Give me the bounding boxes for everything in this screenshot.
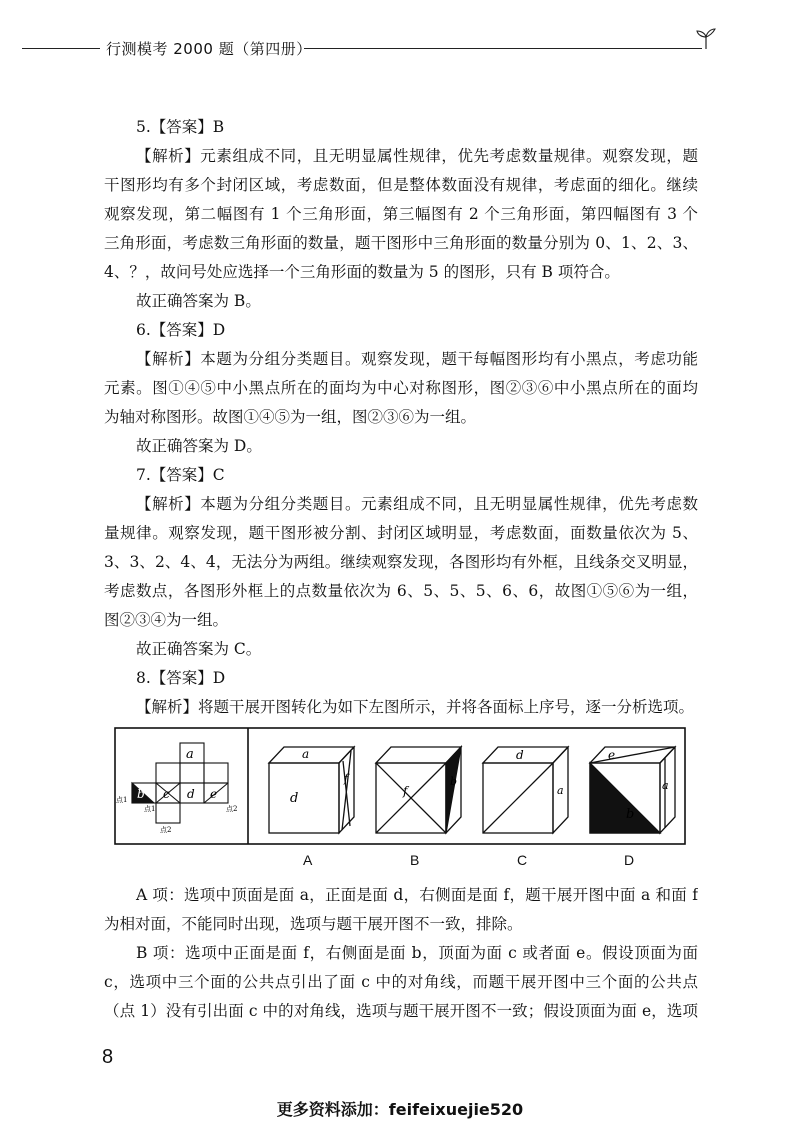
cube-c-face-label: d: [516, 748, 524, 762]
header-rule-left: [22, 48, 100, 49]
net-label-e: e: [210, 787, 218, 801]
paragraph-line: 三角形面，考虑数三角形面的数量，题干图形中三角形面的数量分别为 0、1、2、3、: [104, 234, 698, 252]
net-face-top-mid: [180, 763, 204, 783]
answer-5-heading: 5.【答案】B: [136, 118, 225, 136]
net-point-label: 点1: [144, 805, 156, 813]
answer-7-heading: 7.【答案】C: [136, 466, 225, 484]
conclusion-line: 故正确答案为 B。: [136, 292, 261, 310]
paragraph-line: 【解析】本题为分组分类题目。元素组成不同，且无明显属性规律，优先考虑数: [136, 495, 698, 513]
paragraph-line: 量规律。观察发现，题干图形被分割、封闭区域明显，考虑数面，面数量依次为 5、: [104, 524, 698, 542]
net-point-label: 点1: [116, 796, 128, 804]
running-header: [22, 36, 712, 60]
option-label-c: C: [517, 852, 528, 868]
net-face-bottom: [156, 803, 180, 823]
option-labels: [114, 852, 686, 872]
paragraph-line: 【解析】将题干展开图转化为如下左图所示，并将各面标上序号，逐一分析选项。: [136, 698, 695, 716]
paragraph-line: 【解析】本题为分组分类题目。观察发现，题干每幅图形均有小黑点，考虑功能: [136, 350, 698, 368]
cube-d-face-label: e: [608, 748, 616, 762]
page-number: 8: [102, 1046, 114, 1068]
paragraph-line: 4、？，故问号处应选择一个三角形面的数量为 5 的图形，只有 B 项符合。: [104, 263, 620, 281]
net-label-b: b: [137, 787, 145, 801]
header-rule-right: [304, 48, 702, 49]
answer-8-heading: 8.【答案】D: [136, 669, 226, 687]
answer-explanations: [104, 113, 698, 722]
paragraph-line: 为相对面，不能同时出现，选项与题干展开图不一致，排除。: [104, 915, 523, 933]
paragraph-line: （点 1）没有引出面 c 中的对角线，选项与题干展开图不一致；假设顶面为面 e，选项: [104, 1002, 698, 1020]
paragraph-line: B 项：选项中正面是面 f，右侧面是面 b，顶面为面 c 或者面 e。假设顶面为面: [136, 944, 698, 962]
net-face-top-right: [204, 763, 228, 783]
paragraph-line: 干图形均有多个封闭区域，考虑数面，但是整体数面没有规律，考虑面的细化。继续: [104, 176, 698, 194]
paragraph-line: 图②③④为一组。: [104, 611, 229, 629]
net-face-top-left: [156, 763, 180, 783]
cube-c-face-label: a: [557, 784, 564, 797]
sprout-icon: [694, 28, 718, 50]
option-label-a: A: [303, 852, 313, 868]
paragraph-line: 观察发现，第二幅图有 1 个三角形面，第三幅图有 2 个三角形面，第四幅图有 3 个: [104, 205, 698, 223]
footer-watermark: 更多资料添加：feifeixuejie520: [276, 1100, 524, 1119]
paragraph-line: 3、3、2、4、4，无法分为两组。继续观察发现，各图形均有外框，且线条交叉明显，: [104, 553, 698, 571]
paragraph-line: A 项：选项中顶面是面 a，正面是面 d，右侧面是面 f，题干展开图中面 a 和面 f: [136, 886, 698, 904]
paragraph-line: 为轴对称图形。故图①④⑤为一组，图②③⑥为一组。: [104, 408, 477, 426]
paragraph-line: c，选项中三个面的公共点引出了面 c 中的对角线，而题干展开图中三个面的公共点: [104, 973, 698, 991]
cube-option-c: [483, 747, 568, 833]
cube-option-b: [376, 747, 461, 833]
cube-a-face-label: f: [344, 772, 349, 785]
cube-a-face-label: a: [302, 747, 310, 761]
paragraph-line: 元素。图①④⑤中小黑点所在的面均为中心对称图形，图②③⑥中小黑点所在的面均: [104, 379, 698, 397]
conclusion-line: 故正确答案为 D。: [136, 437, 262, 455]
option-label-d: D: [624, 852, 635, 868]
paragraph-line: 考虑数点，各图形外框上的点数量依次为 6、5、5、5、6、6，故图①⑤⑥为一组，: [104, 582, 698, 600]
net-label-a: a: [186, 747, 194, 762]
cube-net-figure: [114, 727, 686, 845]
header-title: 行测模考 2000 题（第四册）: [106, 40, 312, 58]
conclusion-line: 故正确答案为 C。: [136, 640, 262, 658]
cube-b-face-label: b: [450, 775, 458, 788]
net-point-label: 点2: [226, 805, 238, 813]
answer-6-heading: 6.【答案】D: [136, 321, 226, 339]
cube-b-face-label: f: [403, 784, 408, 798]
net-label-c: c: [163, 787, 170, 801]
net-point-label: 点2: [160, 826, 172, 834]
paragraph-line: 【解析】元素组成不同，且无明显属性规律，优先考虑数量规律。观察发现，题: [136, 147, 698, 165]
cube-a-face-label: d: [290, 791, 299, 806]
option-label-b: B: [410, 852, 420, 868]
net-label-d: d: [187, 787, 195, 801]
cube-d-face-label: a: [662, 779, 669, 792]
cube-d-face-label: b: [626, 807, 635, 822]
option-analysis: [104, 881, 698, 1026]
cube-option-a: [269, 747, 354, 833]
